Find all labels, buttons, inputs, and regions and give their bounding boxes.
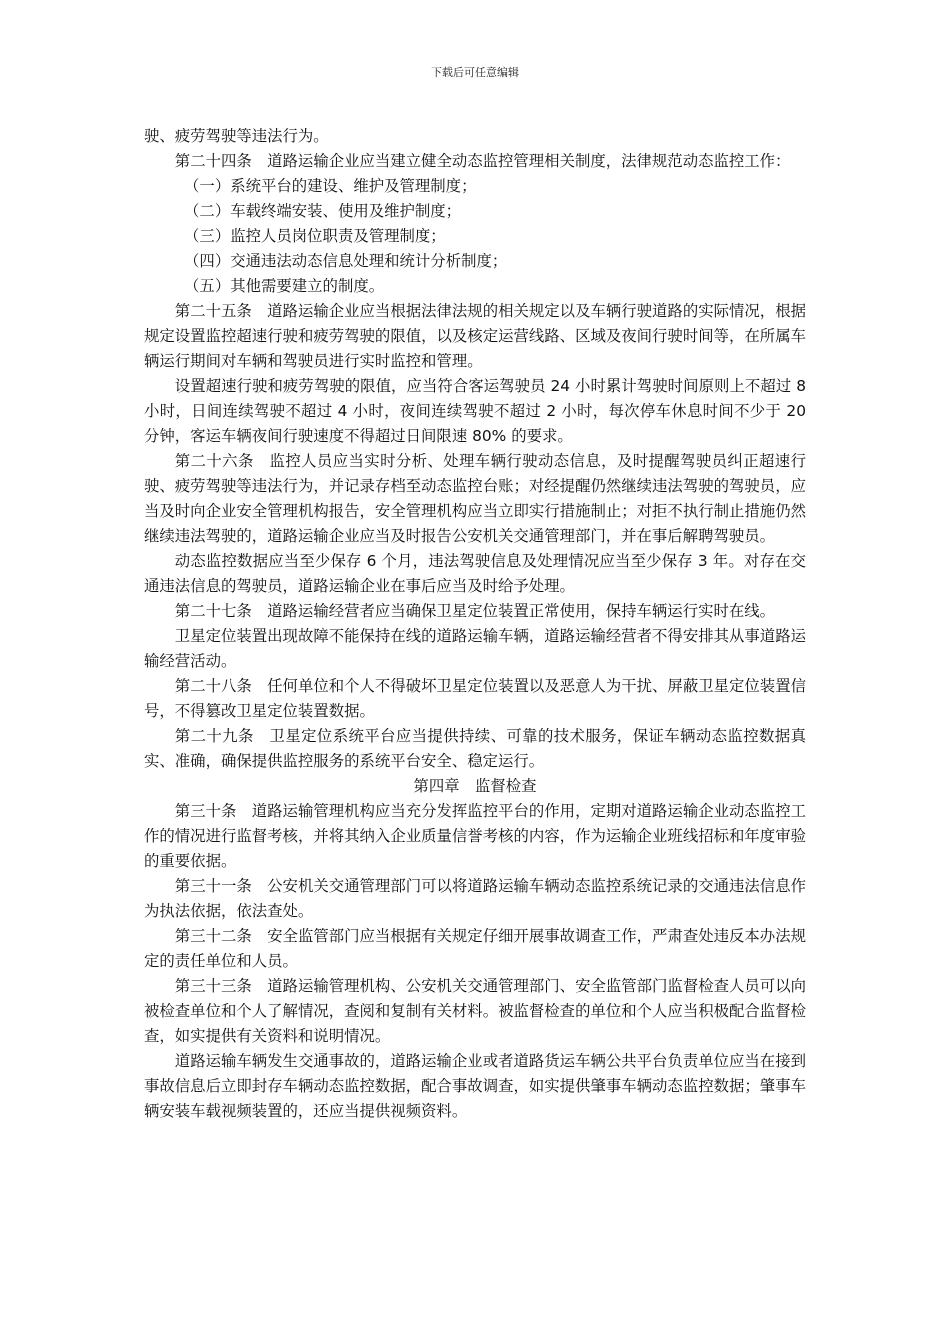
- paragraph: 卫星定位装置出现故障不能保持在线的道路运输车辆，道路运输经营者不得安排其从事道路运输经营活动。: [144, 627, 806, 670]
- paragraph: 第三十三条 道路运输管理机构、公安机关交通管理部门、安全监管部门监督检查人员可以向被检查单位和个人了解情况，查阅和复制有关材料。被监督检查的单位和个人应当积极配合监督检查，如实提供有关资料和说明情况。: [144, 977, 806, 1045]
- paragraph: 第三十二条 安全监管部门应当根据有关规定仔细开展事故调查工作，严肃查处违反本办法规定的责任单位和人员。: [144, 927, 806, 970]
- paragraph: 第三十一条 公安机关交通管理部门可以将道路运输车辆动态监控系统记录的交通违法信息作为执法依据，依法查处。: [144, 877, 806, 920]
- list-item: （四）交通违法动态信息处理和统计分析制度；: [184, 252, 508, 270]
- list-item: （三）监控人员岗位职责及管理制度；: [184, 227, 446, 245]
- chapter-heading: 第四章 监督检查: [413, 777, 537, 795]
- paragraph: 第三十条 道路运输管理机构应当充分发挥监控平台的作用，定期对道路运输企业动态监控工作的情况进行监督考核，并将其纳入企业质量信誉考核的内容，作为运输企业班线招标和年度审验的重要依据。: [144, 802, 806, 870]
- list-item: （五）其他需要建立的制度。: [184, 277, 385, 295]
- list-item: （二）车载终端安装、使用及维护制度；: [184, 202, 462, 220]
- paragraph: 第二十八条 任何单位和个人不得破坏卫星定位装置以及恶意人为干扰、屏蔽卫星定位装置信号，不得篡改卫星定位装置数据。: [144, 677, 806, 720]
- page-header-note: 下载后可任意编辑: [431, 66, 519, 79]
- document-body: [144, 124, 806, 1124]
- paragraph: 设置超速行驶和疲劳驾驶的限值，应当符合客运驾驶员 24 小时累计驾驶时间原则上不超过 8 小时，日间连续驾驶不超过 4 小时，夜间连续驾驶不超过 2 小时，每次停车休息时间不少于 20 分钟，客运车辆夜间行驶速度不得超过日间限速 80% 的要求。: [144, 377, 806, 445]
- paragraph: 第二十五条 道路运输企业应当根据法律法规的相关规定以及车辆行驶道路的实际情况，根据规定设置监控超速行驶和疲劳驾驶的限值，以及核定运营线路、区域及夜间行驶时间等，在所属车辆运行期间对车辆和驾驶员进行实时监控和管理。: [144, 302, 806, 370]
- paragraph: 第二十四条 道路运输企业应当建立健全动态监控管理相关制度，法律规范动态监控工作：: [174, 152, 791, 170]
- paragraph: 第二十六条 监控人员应当实时分析、处理车辆行驶动态信息，及时提醒驾驶员纠正超速行驶、疲劳驾驶等违法行为，并记录存档至动态监控台账；对经提醒仍然继续违法驾驶的驾驶员，应当及时向企业安全管理机构报告，安全管理机构应当立即实行措施制止；对拒不执行制止措施仍然继续违法驾驶的，道路运输企业应当及时报告公安机关交通管理部门，并在事后解聘驾驶员。: [144, 452, 806, 545]
- list-item: （一）系统平台的建设、维护及管理制度；: [184, 177, 477, 195]
- paragraph: 动态监控数据应当至少保存 6 个月，违法驾驶信息及处理情况应当至少保存 3 年。对存在交通违法信息的驾驶员，道路运输企业在事后应当及时给予处理。: [144, 552, 806, 595]
- paragraph: 驶、疲劳驾驶等违法行为。: [144, 127, 329, 145]
- paragraph: 第二十七条 道路运输经营者应当确保卫星定位装置正常使用，保持车辆运行实时在线。: [174, 602, 776, 620]
- paragraph: 第二十九条 卫星定位系统平台应当提供持续、可靠的技术服务，保证车辆动态监控数据真实、准确，确保提供监控服务的系统平台安全、稳定运行。: [144, 727, 806, 770]
- paragraph: 道路运输车辆发生交通事故的，道路运输企业或者道路货运车辆公共平台负责单位应当在接到事故信息后立即封存车辆动态监控数据，配合事故调查，如实提供肇事车辆动态监控数据；肇事车辆安装车载视频装置的，还应当提供视频资料。: [144, 1052, 806, 1120]
